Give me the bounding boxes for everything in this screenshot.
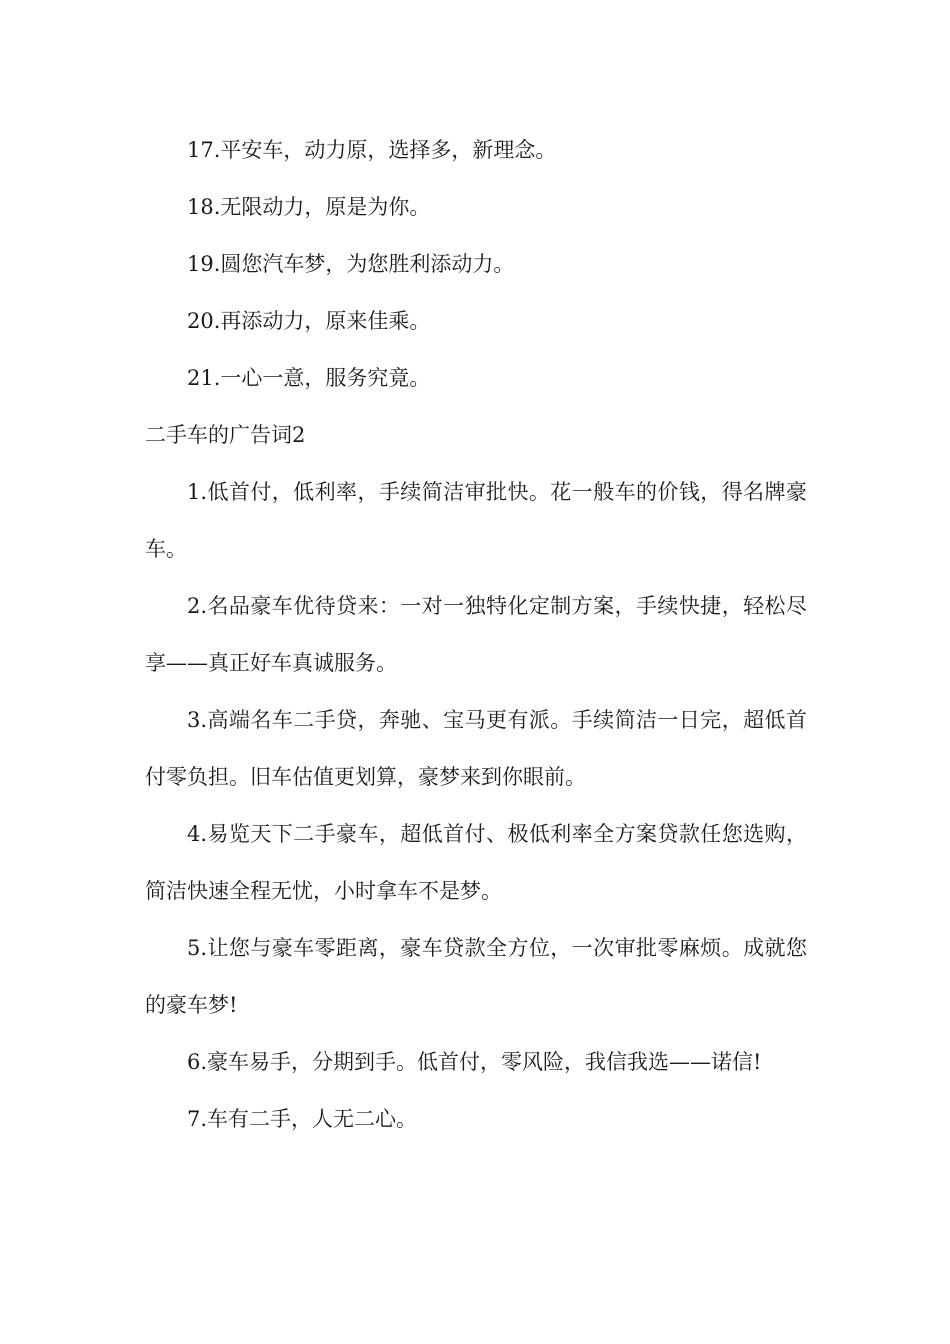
paragraph-19: 19.圆您汽车梦，为您胜利添动力。 [187, 252, 515, 276]
paragraph-17: 17.平安车，动力原，选择多，新理念。 [187, 138, 557, 162]
paragraph-18: 18.无限动力，原是为你。 [187, 195, 431, 219]
document-page [145, 122, 807, 1148]
ad-item-4: 4.易览天下二手豪车，超低首付、极低利率全方案贷款任您选购，简洁快速全程无忧，小时拿车不是梦。 [145, 822, 807, 903]
ad-item-6: 6.豪车易手，分期到手。低首付，零风险，我信我选——诺信! [187, 1050, 762, 1074]
ad-item-3: 3.高端名车二手贷，奔驰、宝马更有派。手续简洁一日完，超低首付零负担。旧车估值更划算，豪梦来到你眼前。 [145, 708, 807, 789]
paragraph-21: 21.一心一意，服务究竟。 [187, 366, 431, 390]
paragraph-20: 20.再添动力，原来佳乘。 [187, 309, 431, 333]
ad-item-2: 2.名品豪车优待贷来：一对一独特化定制方案，手续快捷，轻松尽享——真正好车真诚服务。 [145, 594, 807, 675]
ad-item-5: 5.让您与豪车零距离，豪车贷款全方位，一次审批零麻烦。成就您的豪车梦! [145, 936, 807, 1017]
ad-item-7: 7.车有二手，人无二心。 [187, 1107, 418, 1131]
ad-item-1: 1.低首付，低利率，手续简洁审批快。花一般车的价钱，得名牌豪车。 [145, 480, 807, 561]
section-heading: 二手车的广告词2 [145, 423, 306, 447]
